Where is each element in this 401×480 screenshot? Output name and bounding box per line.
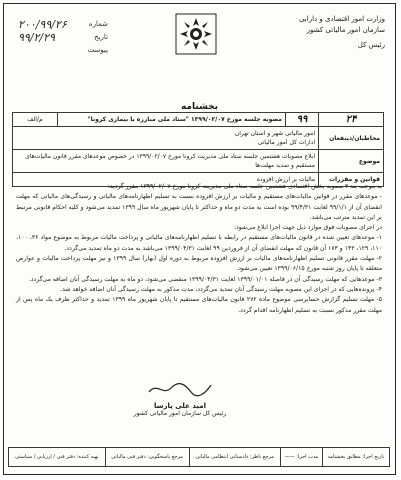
audience-key: مخاطبان/ذینفعان [319, 127, 384, 150]
code-hand-2: ۹۹ [286, 113, 319, 127]
paragraph: ۲- مهلت مقرر قانونی تسلیم اظهارنامه‌های مالیات بر ارزش افزوده مربوط به دوره اول (بهار) سال ۱۳۹۹ و نیز مهلت پرداخت مالیات و عوارض متعلقه تا پایان روز شنبه مورخ ۱۳۹۹/۰۶/۱۵ تعیین می‌شود. [16, 255, 382, 273]
footer-cell: مرجع ناظر: دادستانی انتظامی مالیاتی [189, 448, 280, 467]
footer-cell: مدت اجرا: —— [280, 448, 322, 467]
paragraph: ۴- پرونده‌هایی که در اجرای این مصوبه مهلت رسیدگی آنان تمدید می‌گردد، مدت مذکور به مهلت رسیدگی آنان اضافه خواهد شد. [60, 285, 382, 293]
document-title: بخشنامه [180, 102, 219, 112]
paragraph: ۵- مهلت تسلیم گزارش حسابرسی موضوع ماده ۲۷۲ قانون مالیات‌های مستقیم تا پایان شهریور ماه ۱۳۹۹ تمدید و حداکثر ظرف یک ماه پس از مهلت مقرر مذکور نسبت به تسلیم اظهارنامه اقدام گردد. [16, 296, 382, 314]
ministry-header [265, 14, 385, 51]
table-row [13, 127, 384, 150]
circular-body [16, 182, 382, 316]
audience-cell [13, 127, 319, 150]
paragraph: - موعدهای مقرر در قوانین مالیات‌های مستقیم و مالیات بر ارزش افزوده نسبت به تسلیم اظهارنامه‌های مالیاتی و رسیدگی‌های مالیاتی که مهلت انقضای آن از ۹۹/۱/۱ لغایت ۹۹/۴/۳۱ بوده است به مدت دو ماه و حداکثر تا پایان شهریور ماه سال ۱۳۹۹ تمدید می‌شود و کلیه احکام قانونی مرتبط بر این تمدید مترتب می‌باشد. [16, 193, 382, 221]
law-text: مالیات بر ارزش افزوده [13, 173, 319, 187]
table-row [13, 150, 384, 173]
subject-text: ابلاغ مصوبات هشتمین جلسه ستاد ملی مدیریت کرونا مورخ ۱۳۹۹/۰۲/۰۷ در خصوص موعدهای مقرر قانون مالیات‌های مستقیم و تمدید مهلت‌ها [13, 150, 319, 173]
audience-line-2: ادارات کل امور مالیاتی [257, 139, 315, 146]
footer-table [8, 447, 390, 467]
number-value: ۲۰۰/۹۹/۲۶ [18, 18, 67, 31]
chief-label: رئیس کل [357, 41, 385, 49]
paragraph: در اجرای مصوبات فوق موارد ذیل جهت اجرا ابلاغ می‌شود: [233, 224, 382, 232]
paragraph: به موجب بند ۳ مصوبه بخش اقتصادی هشتمین جلسه ستاد ملی مدیریت کرونا مورخ ۱۳۹۹/۰۲/۰۷ مقرر گردید: [107, 183, 382, 190]
code-label: م/الف [13, 113, 58, 127]
subject-line: مصوبه جلسه مورخ ۱۳۹۹/۰۲/۰۷ "ستاد ملی مبارزه با بیماری کرونا" [58, 113, 286, 127]
code-hand-1: ۲۴ [319, 113, 384, 127]
signatory-name: امید علی پارسا [153, 402, 207, 410]
signature-block [120, 380, 240, 417]
audience-line-1: امور مالیاتی شهر و استان تهران [234, 130, 315, 137]
signatory-role: رئیس کل سازمان امور مالیاتی کشور [133, 410, 227, 417]
number-label: شماره [88, 20, 108, 28]
date-value: ۹۹/۲/۲۹ [18, 31, 55, 44]
date-label: تاریخ [94, 33, 108, 41]
ministry-name: وزارت امور اقتصادی و دارایی [298, 15, 385, 23]
paragraph: ۱- موعدهای تعیین شده در قانون مالیات‌های مستقیم در رابطه با تسلیم اظهارنامه‌های مالیاتی و پرداخت مالیات مربوط به موضوع مواد ۳۶، ۱۰۰، ۱۱۰، ۱۲۹، ۱۴۳ و ۱۷۳ آن قانون که مهلت انقضای آن از فروردین ۹۹ لغایت ۱۳۹۹/۰۴/۳۱ می‌باشد به مدت دو ماه تمدید می‌گردد. [16, 234, 383, 252]
signature-scribble-icon [145, 380, 215, 398]
reference-block [18, 18, 108, 57]
attachment-label: پیوست [87, 46, 108, 54]
footer-cell: مرجع پاسخگویی: دفتر فنی مالیاتی [105, 448, 189, 467]
state-emblem-icon [174, 12, 218, 56]
organization-name: سازمان امور مالیاتی کشور [306, 26, 385, 34]
table-row [9, 448, 390, 467]
subject-key: موضوع [319, 150, 384, 173]
table-row [13, 113, 384, 127]
footer-cell: تاریخ اجرا: مطابق بخشنامه [322, 448, 389, 467]
law-key: قوانین و مقررات [319, 173, 384, 187]
footer-cell: تهیه کننده: دفتر فنی / ارزیابی / سیاستی [9, 448, 106, 467]
info-table [12, 112, 384, 187]
paragraph: ۳- موعدهایی که مهلت رسیدگی آن در فاصله ۱۳۹۹/۰۱/۰۱ لغایت ۱۳۹۹/۰۴/۳۱ منقضی می‌شود، دو ماه به مهلت رسیدگی آنان اضافه می‌گردد. [28, 275, 382, 283]
